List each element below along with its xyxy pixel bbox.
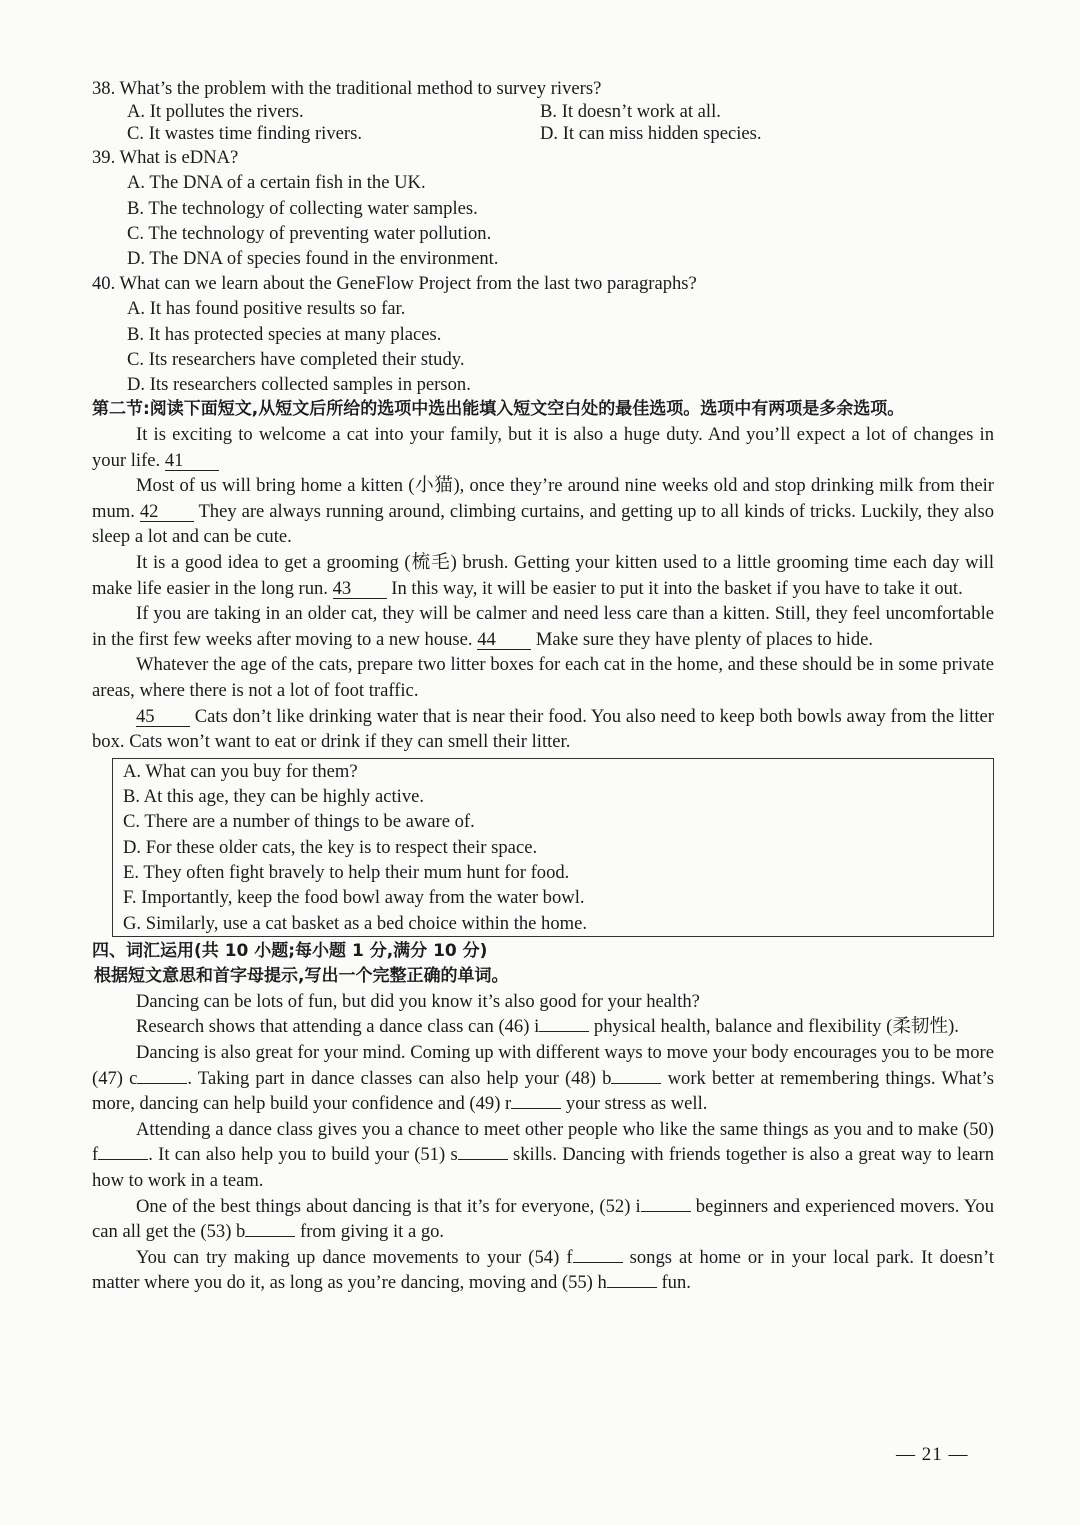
option-a: A. It pollutes the rivers. — [127, 101, 304, 123]
option-b: B. It doesn’t work at all. — [540, 101, 721, 123]
blank-42[interactable]: 42 — [140, 503, 194, 522]
option-item: E. They often fight bravely to help their mum hunt for food. — [123, 861, 570, 883]
question-stem: 38. What’s the problem with the traditional method to survey rivers? — [92, 78, 602, 99]
options-box — [112, 758, 994, 937]
option-item: C. There are a number of things to be aware of. — [123, 811, 475, 833]
question-38 — [92, 76, 994, 145]
option-item: D. For these older cats, the key is to respect their space. — [123, 836, 538, 858]
passage-paragraph: Dancing is also great for your mind. Coming up with different ways to move your body encourages you to be more (47) c . Taking part in dance classes can also help your (48) b work better at remembering things. What’s more, dancing can help build your confidence and (49) r your stress as well. — [92, 1042, 994, 1115]
section-4-title: 四、词汇运用(共 10 小题;每小题 1 分,满分 10 分) — [92, 940, 488, 961]
blank-52[interactable] — [641, 1194, 691, 1212]
passage-paragraph: 45 Cats don’t like drinking water that is near their food. You also need to keep both bowls away from the litter box. Cats won’t want to eat or drink if they can smell their litter. — [92, 705, 994, 753]
blank-55[interactable] — [607, 1270, 657, 1288]
blank-53[interactable] — [245, 1219, 295, 1237]
option-a: A. It has found positive results so far. — [127, 298, 406, 320]
page-content — [92, 76, 994, 1296]
blank-47[interactable] — [137, 1066, 187, 1084]
passage-paragraph: Most of us will bring home a kitten (小猫), once they’re around nine weeks old and stop drinking milk from their mum. 42 They are always running around, climbing curtains, and getting up to all kinds of tricks. Luckily, they also sleep a lot and can be cute. — [92, 475, 994, 548]
option-b: B. It has protected species at many places. — [127, 323, 442, 345]
question-39 — [92, 145, 994, 271]
page-number: — 21 — — [896, 1444, 969, 1465]
blank-46[interactable] — [539, 1014, 589, 1032]
question-40 — [92, 271, 994, 397]
blank-43[interactable]: 43 — [333, 580, 387, 599]
question-stem: 39. What is eDNA? — [92, 147, 239, 169]
passage-paragraph: Whatever the age of the cats, prepare two litter boxes for each cat in the home, and these should be in some private areas, where there is not a lot of foot traffic. — [92, 654, 994, 701]
blank-54[interactable] — [573, 1245, 623, 1263]
passage-paragraph: You can try making up dance movements to your (54) f songs at home or in your local park. It doesn’t matter where you do it, as long as you’re dancing, moving and (55) h fun. — [92, 1246, 994, 1294]
option-c: C. It wastes time finding rivers. — [127, 123, 362, 145]
passage-paragraph: It is a good idea to get a grooming (梳毛) brush. Getting your kitten used to a little grooming time each day will make life easier in the long run. 43 In this way, it will be easier to put it into the basket if you have to take it out. — [92, 552, 994, 599]
option-item: G. Similarly, use a cat basket as a bed choice within the home. — [123, 912, 588, 934]
passage-paragraph: If you are taking in an older cat, they will be calmer and need less care than a kitten. Still, they feel uncomfortable in the first few weeks after moving to a new house. 44 Make sure they have plenty of places to hide. — [92, 603, 994, 650]
dance-passage — [92, 989, 994, 1296]
option-a: A. The DNA of a certain fish in the UK. — [127, 172, 426, 194]
option-item: A. What can you buy for them? — [123, 760, 358, 782]
blank-44[interactable]: 44 — [477, 631, 531, 650]
blank-51[interactable] — [458, 1142, 508, 1160]
blank-45[interactable]: 45 — [136, 708, 190, 727]
passage-paragraph: Dancing can be lots of fun, but did you know it’s also good for your health? — [136, 990, 700, 1012]
option-c: C. The technology of preventing water pollution. — [127, 222, 492, 244]
blank-50[interactable] — [98, 1142, 148, 1160]
cat-passage — [92, 422, 994, 755]
section-2-instructions: 第二节:阅读下面短文,从短文后所给的选项中选出能填入短文空白处的最佳选项。选项中有两项是多余选项。 — [92, 399, 905, 420]
option-d: D. Its researchers collected samples in person. — [127, 373, 471, 395]
option-item: F. Importantly, keep the food bowl away from the water bowl. — [123, 887, 585, 909]
question-stem: 40. What can we learn about the GeneFlow Project from the last two paragraphs? — [92, 273, 697, 295]
blank-48[interactable] — [611, 1066, 661, 1084]
option-b: B. The technology of collecting water samples. — [127, 197, 478, 219]
blank-49[interactable] — [511, 1091, 561, 1109]
blank-41[interactable]: 41 — [165, 452, 219, 471]
section-4-instructions: 根据短文意思和首字母提示,写出一个完整正确的单词。 — [94, 965, 509, 986]
option-d: D. The DNA of species found in the environment. — [127, 247, 499, 269]
passage-paragraph: It is exciting to welcome a cat into your family, but it is also a huge duty. And you’ll expect a lot of changes in your life. 41 — [92, 424, 994, 471]
option-c: C. Its researchers have completed their study. — [127, 348, 465, 370]
option-item: B. At this age, they can be highly active. — [123, 786, 425, 808]
passage-paragraph: Research shows that attending a dance class can (46) i physical health, balance and flexibility (柔韧性). — [136, 1016, 959, 1038]
passage-paragraph: Attending a dance class gives you a chance to meet other people who like the same things as you and to make (50) f . It can also help you to build your (51) s skills. Dancing with friends together is also a great way to learn how to work in a team. — [92, 1118, 995, 1192]
option-d: D. It can miss hidden species. — [540, 123, 762, 145]
passage-paragraph: One of the best things about dancing is that it’s for everyone, (52) i beginners and experienced movers. You can all get the (53) b from giving it a go. — [92, 1195, 994, 1243]
